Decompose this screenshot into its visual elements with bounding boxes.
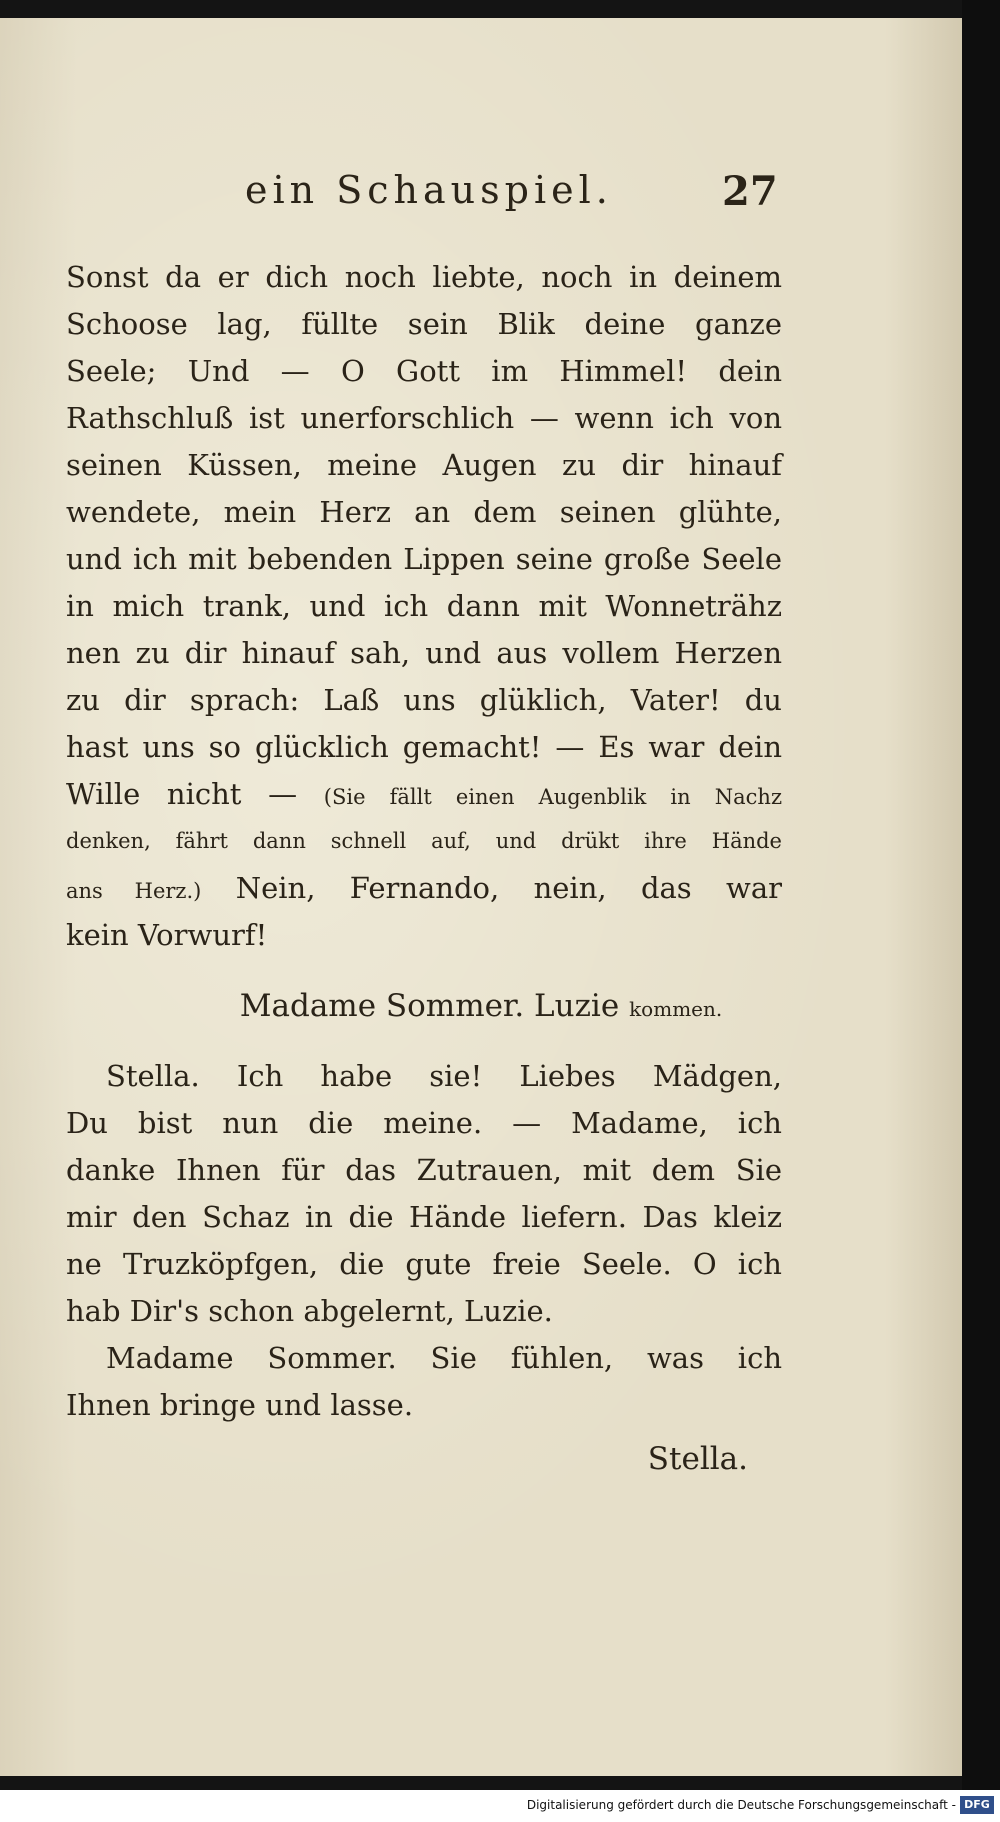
footer-credit: Digitalisierung gefördert durch die Deutsche Forschungsgemeinschaft - — [526, 1798, 956, 1812]
text-line: und ich mit bebenden Lippen seine große Seele — [66, 542, 782, 576]
body-text-2 — [66, 1053, 782, 1429]
text-line: Schoose lag, füllte sein Blik deine ganze — [66, 307, 782, 341]
scan-border — [962, 0, 1000, 1790]
page-number: 27 — [722, 168, 778, 215]
text-line: danke Ihnen für das Zutrauen, mit dem Sie — [66, 1153, 782, 1187]
digitization-footer — [0, 1790, 1000, 1822]
text-line: Ihnen bringe und lasse. — [66, 1388, 414, 1422]
page-header — [0, 168, 800, 228]
stage-direction: ans Herz.) — [66, 879, 202, 903]
stage-direction-line: denken, fährt dann schnell auf, und drükt ihre Hände — [66, 829, 782, 853]
text-line: hast uns so glücklich gemacht! — Es war dein — [66, 730, 782, 764]
text-line: ne Truzköpfgen, die gute freie Seele. O ich — [66, 1247, 782, 1281]
dfg-logo-icon: DFG — [960, 1796, 994, 1814]
text-line: Seele; Und — O Gott im Himmel! dein — [66, 354, 782, 388]
book-page — [0, 18, 965, 1776]
text-line: in mich trank, und ich dann mit Wonneträhz — [66, 589, 782, 623]
scene-heading-direction: kommen. — [629, 997, 723, 1021]
text-line: wendete, mein Herz an dem seinen glühte, — [66, 495, 782, 529]
dialogue-text: Wille nicht — — [66, 777, 298, 811]
text-line: seinen Küssen, meine Augen zu dir hinauf — [66, 448, 782, 482]
text-line-mixed — [66, 771, 782, 818]
dialogue-text: Nein, Fernando, nein, das war — [235, 871, 783, 905]
body-text — [66, 254, 782, 959]
scene-heading — [0, 988, 962, 1024]
text-line: Du bist nun die meine. — Madame, ich — [66, 1106, 782, 1140]
speaker-line: Madame Sommer. Sie fühlen, was ich — [106, 1341, 782, 1375]
text-line: mir den Schaz in die Hände liefern. Das kleiz — [66, 1200, 782, 1234]
text-line: kein Vorwurf! — [66, 918, 268, 952]
text-line: zu dir sprach: Laß uns glüklich, Vater! du — [66, 683, 782, 717]
running-title: ein Schauspiel. — [245, 168, 613, 212]
catchword: Stella. — [647, 1441, 748, 1477]
scene-heading-characters: Madame Sommer. Luzie — [239, 988, 620, 1024]
stage-direction: (Sie fällt einen Augenblik in Nachz — [323, 785, 783, 809]
text-line: hab Dir's schon abgelernt, Luzie. — [66, 1294, 553, 1328]
text-line: Rathschluß ist unerforschlich — wenn ich von — [66, 401, 782, 435]
text-line: nen zu dir hinauf sah, und aus vollem Herzen — [66, 636, 782, 670]
speaker-line: Stella. Ich habe sie! Liebes Mädgen, — [106, 1059, 782, 1093]
text-line: Sonst da er dich noch liebte, noch in deinem — [66, 260, 782, 294]
text-line-mixed — [66, 865, 782, 912]
